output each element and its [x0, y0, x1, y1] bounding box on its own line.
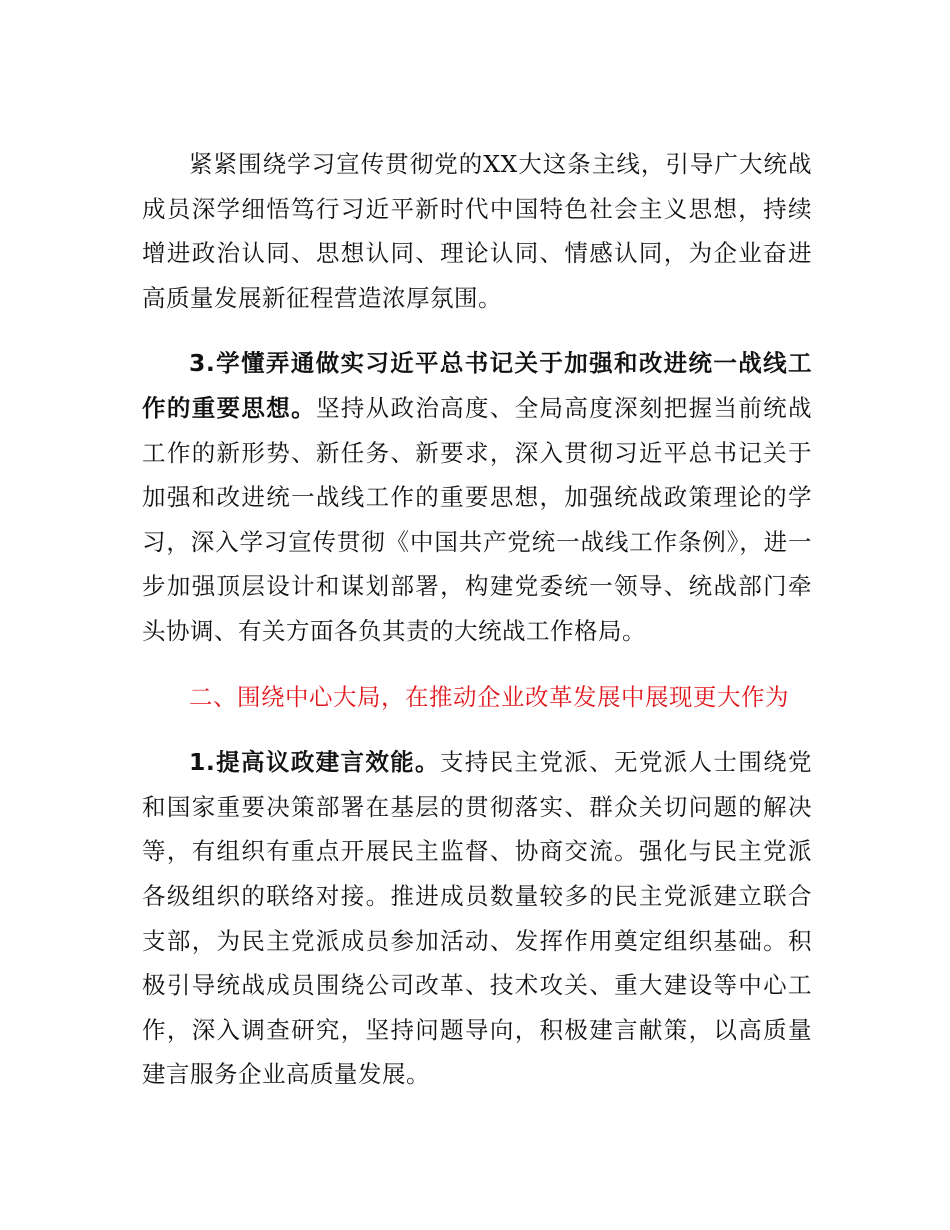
item-body-text: 坚持从政治高度、全局高度深刻把握当前统战工作的新形势、新任务、新要求，深入贯彻习近平总书记关于加强和改进统一战线工作的重要思想，加强统战政策理论的学习，深入学习宣传贯彻《中国共产党统一战线工作条例》，进一步加强顶层设计和谋划部署，构建党委统一领导、统战部门牵头协调、有关方面各负其责的大统战工作格局。 — [142, 393, 813, 645]
document-page — [142, 142, 812, 1097]
item-paragraph-1 — [142, 740, 812, 1097]
item-lead-bold: 3.学懂弄通做实习近平总书记关于加强和改进统一战线工作的重要思想。 — [142, 349, 812, 422]
paragraph-gap — [142, 320, 812, 341]
item-lead-bold: 1.提高议政建言效能。 — [189, 748, 440, 777]
item-paragraph-3 — [142, 341, 812, 653]
paragraph-gap — [142, 654, 812, 675]
item-body-text: 支持民主党派、无党派人士围绕党和国家重要决策部署在基层的贯彻落实、群众关切问题的解决等，有组织有重点开展民主监督、协商交流。强化与民主党派各级组织的联络对接。推进成员数量较多的民主党派建立联合支部，为民主党派成员参加活动、发挥作用奠定组织基础。积极引导统战成员围绕公司改革、技术攻关、重大建设等中心工作，深入调查研究，坚持问题导向，积极建言献策，以高质量建言服务企业高质量发展。 — [142, 748, 813, 1089]
body-paragraph: 紧紧围绕学习宣传贯彻党的XX大这条主线，引导广大统战成员深学细悟笃行习近平新时代中国特色社会主义思想，持续增进政治认同、思想认同、理论认同、情感认同，为企业奋进高质量发展新征程营造浓厚氛围。 — [142, 150, 812, 312]
paragraph-gap — [142, 719, 812, 740]
section-heading: 二、围绕中心大局，在推动企业改革发展中展现更大作为 — [189, 682, 789, 711]
